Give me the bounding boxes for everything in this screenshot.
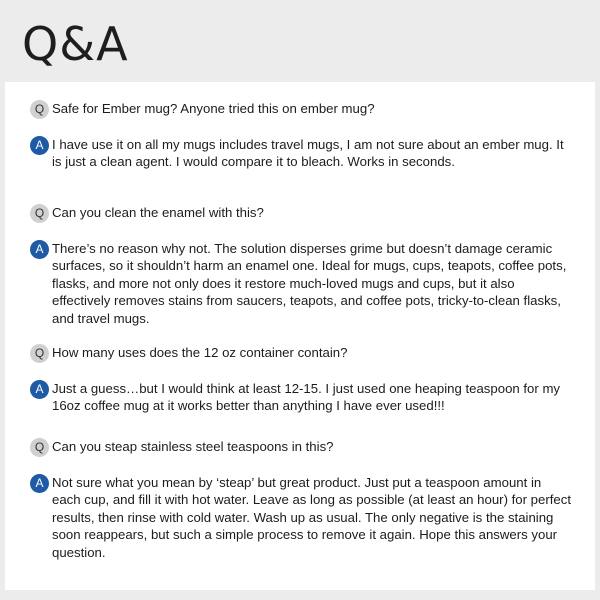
question-badge: Q [30, 344, 49, 363]
answer-badge: A [30, 474, 49, 493]
page-title: Q&A [22, 17, 129, 71]
question-text: How many uses does the 12 oz container contain? [52, 345, 348, 360]
answer-badge: A [30, 240, 49, 259]
header [0, 0, 600, 82]
question-row [5, 100, 595, 118]
question-row [5, 344, 595, 362]
answer-text: I have use it on all my mugs includes travel mugs, I am not sure about an ember mug. It is just a clean agent. I would compare it to bleach. Works in seconds. [52, 136, 564, 169]
question-badge: Q [30, 438, 49, 457]
answer-text: There’s no reason why not. The solution disperses grime but doesn’t damage ceramic surfaces, so it shouldn’t harm an enamel one. Ideal for mugs, cups, teapots, coffee pots, flasks, and more not only does it restore much-loved mugs and cups, but it also effectively removes stains from saucers, teapots, and coffee pots, tricky-to-clean flasks, and travel mugs. [52, 240, 567, 326]
qa-item [5, 438, 595, 561]
answer-text: Just a guess…but I would think at least 12-15. I just used one heaping teaspoon for my 16oz coffee mug at it works better than anything I have ever used!!! [52, 380, 561, 413]
qa-panel [5, 82, 595, 590]
question-row [5, 438, 595, 456]
qa-item [5, 204, 595, 327]
question-row [5, 204, 595, 222]
answer-row [5, 474, 595, 562]
question-text: Safe for Ember mug? Anyone tried this on ember mug? [52, 101, 375, 116]
qa-item [5, 344, 595, 415]
answer-row [5, 240, 595, 328]
answer-row [5, 136, 595, 171]
question-badge: Q [30, 100, 49, 119]
qa-item [5, 100, 595, 171]
question-text: Can you clean the enamel with this? [52, 205, 264, 220]
answer-badge: A [30, 380, 49, 399]
answer-text: Not sure what you mean by ‘steap’ but great product. Just put a teaspoon amount in each cup, and fill it with hot water. Leave as long as possible (at least an hour) for perfect results, then rinse with cold water. Wash up as usual. The only negative is the staining soon reappears, but such a simple process to remove it again. Hope this answers your question. [52, 474, 571, 560]
answer-row [5, 380, 595, 415]
question-badge: Q [30, 204, 49, 223]
answer-badge: A [30, 136, 49, 155]
question-text: Can you steap stainless steel teaspoons in this? [52, 439, 334, 454]
